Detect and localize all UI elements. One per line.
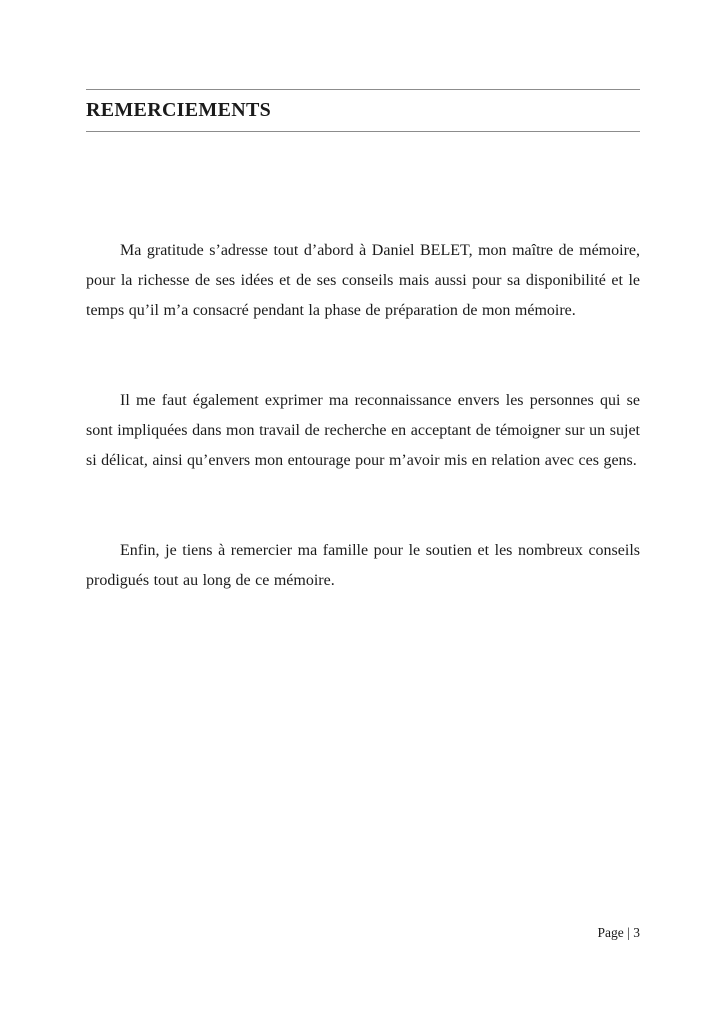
page-number: Page | 3 [597, 925, 640, 940]
paragraph-reconnaissance: Il me faut également exprimer ma reconnaissance envers les personnes qui se sont impliquées dans mon travail de recherche en acceptant de témoigner sur un sujet si délicat, ainsi qu’envers mon entourage pour m’avoir mis en relation avec ces gens. [86, 392, 640, 469]
title-rule-top [86, 89, 640, 90]
paragraph-famille: Enfin, je tiens à remercier ma famille pour le soutien et les nombreux conseils prodigués tout au long de ce mémoire. [86, 542, 640, 589]
page-content [86, 0, 640, 656]
title-rule-bottom [86, 131, 640, 132]
page-title: REMERCIEMENTS [86, 99, 272, 121]
body-text [86, 236, 640, 596]
paragraph-gratitude: Ma gratitude s’adresse tout d’abord à Daniel BELET, mon maître de mémoire, pour la richesse de ses idées et de ses conseils mais aussi pour sa disponibilité et le temps qu’il m’a consacré pendant la phase de préparation de mon mémoire. [86, 242, 640, 319]
